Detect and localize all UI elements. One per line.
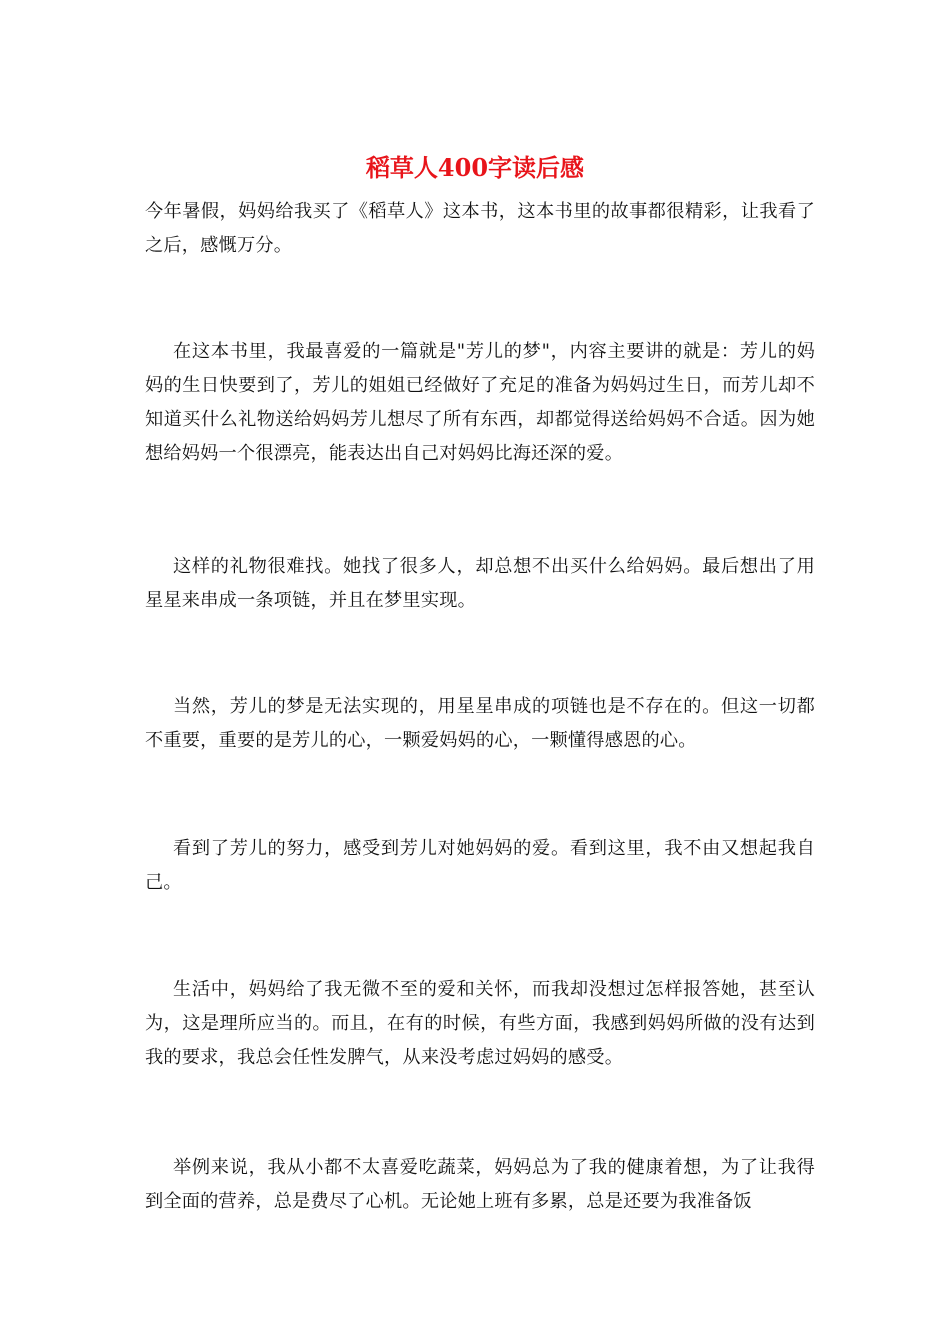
paragraph-gift-search: 这样的礼物很难找。她找了很多人，却总想不出买什么给妈妈。最后想出了用星星来串成一条项链，并且在梦里实现。 (145, 556, 815, 611)
paragraph-daily-life: 生活中，妈妈给了我无微不至的爱和关怀，而我却没想过怎样报答她，甚至认为，这是理所应当的。而且，在有的时候，有些方面，我感到妈妈所做的没有达到我的要求，我总会任性发脾气，从来没考虑过妈妈的感受。 (145, 979, 815, 1068)
paragraph-example: 举例来说，我从小都不太喜爱吃蔬菜，妈妈总为了我的健康着想，为了让我得到全面的营养，总是费尽了心机。无论她上班有多累，总是还要为我准备饭 (145, 1157, 815, 1212)
document-title: 稻草人400字读后感 (365, 153, 585, 182)
paragraph-intro: 今年暑假，妈妈给我买了《稻草人》这本书，这本书里的故事都很精彩，让我看了之后，感慨万分。 (145, 201, 815, 256)
paragraph-dream-meaning: 当然，芳儿的梦是无法实现的，用星星串成的项链也是不存在的。但这一切都不重要，重要的是芳儿的心，一颗爱妈妈的心，一颗懂得感恩的心。 (145, 696, 815, 751)
paragraph-favorite-story: 在这本书里，我最喜爱的一篇就是"芳儿的梦"，内容主要讲的就是：芳儿的妈妈的生日快要到了，芳儿的姐姐已经做好了充足的准备为妈妈过生日，而芳儿却不知道买什么礼物送给妈妈芳儿想尽了所有东西，却都觉得送给妈妈不合适。因为她想给妈妈一个很漂亮，能表达出自己对妈妈比海还深的爱。 (145, 341, 815, 464)
paragraph-reflection: 看到了芳儿的努力，感受到芳儿对她妈妈的爱。看到这里，我不由又想起我自己。 (145, 838, 815, 893)
